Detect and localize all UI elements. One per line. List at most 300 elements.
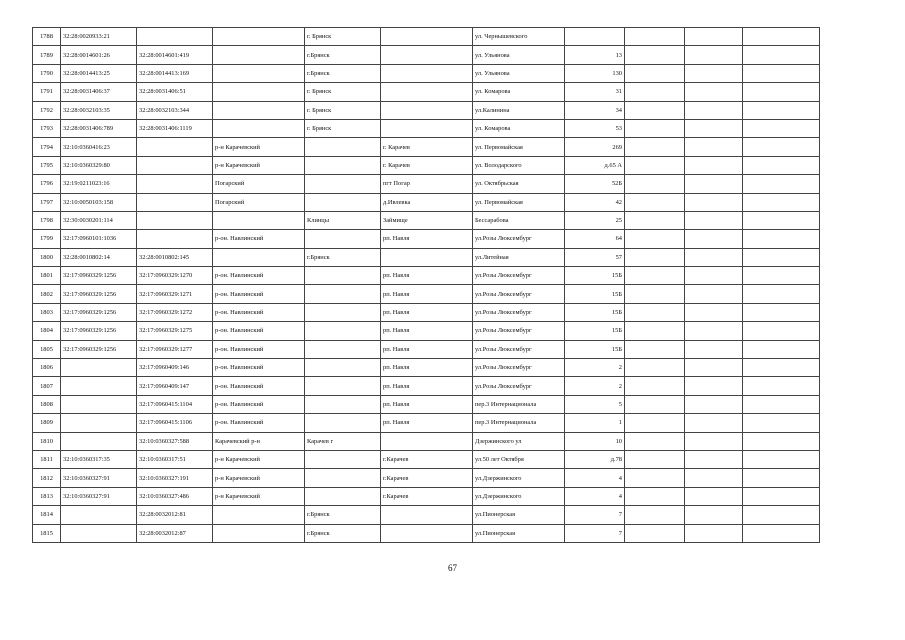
cadastral-number-cell: 32:10:0360327:91 <box>61 487 137 505</box>
city-cell <box>305 395 381 413</box>
street-cell: ул.50 лет Октября <box>473 450 565 468</box>
row-number-cell: 1808 <box>33 395 61 413</box>
row-number-cell: 1805 <box>33 340 61 358</box>
table-row <box>33 340 820 358</box>
empty-cell <box>743 267 820 285</box>
empty-cell <box>743 64 820 82</box>
cadastral-number-cell: 32:28:0014413:25 <box>61 64 137 82</box>
city-cell <box>305 175 381 193</box>
empty-cell <box>743 211 820 229</box>
empty-cell <box>625 377 685 395</box>
empty-cell <box>685 64 743 82</box>
table-row <box>33 267 820 285</box>
row-number-cell: 1813 <box>33 487 61 505</box>
table-row <box>33 28 820 46</box>
row-number-cell: 1796 <box>33 175 61 193</box>
object-cadastral-number-cell <box>137 156 213 174</box>
object-cadastral-number-cell: 32:28:0031406:1119 <box>137 119 213 137</box>
street-cell: ул. Октябрьская <box>473 175 565 193</box>
district-cell: р-он. Навлинский <box>213 395 305 413</box>
house-number-cell: д.65 А <box>565 156 625 174</box>
street-cell: ул.Розы Люксембург <box>473 303 565 321</box>
page-number: 67 <box>448 563 457 573</box>
object-cadastral-number-cell: 32:10:0360327:191 <box>137 469 213 487</box>
city-cell <box>305 156 381 174</box>
cadastral-number-cell: 32:28:0014601:26 <box>61 46 137 64</box>
district-cell <box>213 248 305 266</box>
empty-cell <box>685 285 743 303</box>
house-number-cell: 31 <box>565 83 625 101</box>
cadastral-number-cell: 32:10:0360317:35 <box>61 450 137 468</box>
object-cadastral-number-cell <box>137 211 213 229</box>
street-cell: ул.Литейная <box>473 248 565 266</box>
district-cell: р-он. Навлинский <box>213 340 305 358</box>
cadastral-number-cell: 32:17:0960329:1256 <box>61 285 137 303</box>
table-row <box>33 414 820 432</box>
house-number-cell: 64 <box>565 230 625 248</box>
empty-cell <box>743 175 820 193</box>
row-number-cell: 1815 <box>33 524 61 542</box>
object-cadastral-number-cell: 32:28:0014601:419 <box>137 46 213 64</box>
city-cell <box>305 450 381 468</box>
street-cell: ул.Калинина <box>473 101 565 119</box>
street-cell: ул. Володарского <box>473 156 565 174</box>
cadastral-number-cell: 32:10:0360327:91 <box>61 469 137 487</box>
street-cell: ул. Комарова <box>473 119 565 137</box>
object-cadastral-number-cell: 32:17:0960329:1272 <box>137 303 213 321</box>
row-number-cell: 1788 <box>33 28 61 46</box>
house-number-cell: 4 <box>565 487 625 505</box>
empty-cell <box>625 267 685 285</box>
house-number-cell: 42 <box>565 193 625 211</box>
street-cell: ул.Розы Люксембург <box>473 340 565 358</box>
district-cell: р-н Карачевский <box>213 469 305 487</box>
street-cell: Дзержинского ул <box>473 432 565 450</box>
empty-cell <box>685 303 743 321</box>
city-cell: г.Брянск <box>305 64 381 82</box>
house-number-cell: 7 <box>565 506 625 524</box>
city-cell <box>305 285 381 303</box>
empty-cell <box>625 432 685 450</box>
object-cadastral-number-cell: 32:10:0360327:486 <box>137 487 213 505</box>
object-cadastral-number-cell: 32:10:0360327:588 <box>137 432 213 450</box>
settlement-cell: рп. Навля <box>381 267 473 285</box>
cadastral-number-cell: 32:28:0031406:37 <box>61 83 137 101</box>
empty-cell <box>625 450 685 468</box>
empty-cell <box>685 469 743 487</box>
empty-cell <box>685 377 743 395</box>
settlement-cell: рп. Навля <box>381 285 473 303</box>
district-cell <box>213 119 305 137</box>
empty-cell <box>743 248 820 266</box>
empty-cell <box>625 230 685 248</box>
city-cell <box>305 267 381 285</box>
cadastral-number-cell: 32:17:0960329:1256 <box>61 267 137 285</box>
district-cell <box>213 28 305 46</box>
object-cadastral-number-cell: 32:28:0032012:87 <box>137 524 213 542</box>
table-row <box>33 395 820 413</box>
empty-cell <box>743 193 820 211</box>
empty-cell <box>743 46 820 64</box>
empty-cell <box>743 506 820 524</box>
empty-cell <box>685 450 743 468</box>
table-row <box>33 487 820 505</box>
street-cell: ул.Розы Люксембург <box>473 359 565 377</box>
settlement-cell <box>381 64 473 82</box>
house-number-cell: 269 <box>565 138 625 156</box>
house-number-cell: 15Б <box>565 322 625 340</box>
empty-cell <box>743 303 820 321</box>
object-cadastral-number-cell: 32:17:0960329:1270 <box>137 267 213 285</box>
row-number-cell: 1811 <box>33 450 61 468</box>
row-number-cell: 1789 <box>33 46 61 64</box>
city-cell <box>305 487 381 505</box>
empty-cell <box>625 156 685 174</box>
empty-cell <box>625 322 685 340</box>
object-cadastral-number-cell: 32:17:0960329:1277 <box>137 340 213 358</box>
object-cadastral-number-cell: 32:17:0960409:147 <box>137 377 213 395</box>
city-cell: г.Брянск <box>305 506 381 524</box>
table-row <box>33 359 820 377</box>
empty-cell <box>625 506 685 524</box>
empty-cell <box>685 340 743 358</box>
register-table <box>32 27 820 543</box>
settlement-cell: г.Карачев <box>381 487 473 505</box>
district-cell <box>213 46 305 64</box>
settlement-cell: Займище <box>381 211 473 229</box>
house-number-cell <box>565 28 625 46</box>
empty-cell <box>685 83 743 101</box>
settlement-cell: рп. Навля <box>381 303 473 321</box>
settlement-cell: д.Ивлевка <box>381 193 473 211</box>
table-row <box>33 193 820 211</box>
object-cadastral-number-cell <box>137 138 213 156</box>
empty-cell <box>743 487 820 505</box>
empty-cell <box>743 285 820 303</box>
district-cell <box>213 524 305 542</box>
table-row <box>33 303 820 321</box>
row-number-cell: 1804 <box>33 322 61 340</box>
empty-cell <box>685 211 743 229</box>
row-number-cell: 1810 <box>33 432 61 450</box>
object-cadastral-number-cell: 32:28:0031406:51 <box>137 83 213 101</box>
district-cell: р-он. Навлинский <box>213 285 305 303</box>
table-row <box>33 175 820 193</box>
city-cell: Клинцы <box>305 211 381 229</box>
table-row <box>33 248 820 266</box>
empty-cell <box>743 101 820 119</box>
city-cell <box>305 469 381 487</box>
street-cell: ул.Розы Люксембург <box>473 377 565 395</box>
street-cell: ул.Розы Люксембург <box>473 267 565 285</box>
city-cell <box>305 303 381 321</box>
settlement-cell: рп. Навля <box>381 377 473 395</box>
settlement-cell: г.Карачев <box>381 469 473 487</box>
empty-cell <box>685 138 743 156</box>
table-row <box>33 322 820 340</box>
empty-cell <box>685 322 743 340</box>
table-row <box>33 524 820 542</box>
row-number-cell: 1799 <box>33 230 61 248</box>
house-number-cell: 1 <box>565 414 625 432</box>
settlement-cell: рп. Навля <box>381 359 473 377</box>
street-cell: ул. Ульянова <box>473 64 565 82</box>
settlement-cell <box>381 506 473 524</box>
settlement-cell <box>381 248 473 266</box>
city-cell: г.Брянск <box>305 46 381 64</box>
empty-cell <box>685 156 743 174</box>
register-table-body <box>33 28 820 543</box>
settlement-cell: пгт Погар <box>381 175 473 193</box>
empty-cell <box>625 359 685 377</box>
empty-cell <box>625 524 685 542</box>
empty-cell <box>685 193 743 211</box>
city-cell: г. Брянск <box>305 119 381 137</box>
empty-cell <box>625 414 685 432</box>
table-row <box>33 64 820 82</box>
city-cell: г. Брянск <box>305 101 381 119</box>
house-number-cell: 4 <box>565 469 625 487</box>
cadastral-number-cell: 32:28:0020933:21 <box>61 28 137 46</box>
cadastral-number-cell <box>61 506 137 524</box>
empty-cell <box>625 175 685 193</box>
empty-cell <box>743 156 820 174</box>
district-cell: р-он. Навлинский <box>213 303 305 321</box>
house-number-cell: 15Б <box>565 303 625 321</box>
empty-cell <box>625 248 685 266</box>
table-row <box>33 138 820 156</box>
cadastral-number-cell <box>61 377 137 395</box>
table-row <box>33 285 820 303</box>
house-number-cell: д.78 <box>565 450 625 468</box>
object-cadastral-number-cell: 32:28:0014413:169 <box>137 64 213 82</box>
street-cell: ул. Ульянова <box>473 46 565 64</box>
cadastral-number-cell: 32:28:0031406:789 <box>61 119 137 137</box>
row-number-cell: 1801 <box>33 267 61 285</box>
district-cell: р-н Карачевский <box>213 487 305 505</box>
street-cell: пер.3 Интернационала <box>473 395 565 413</box>
empty-cell <box>685 248 743 266</box>
house-number-cell: 15Б <box>565 285 625 303</box>
cadastral-number-cell: 32:28:0010802:14 <box>61 248 137 266</box>
row-number-cell: 1803 <box>33 303 61 321</box>
empty-cell <box>743 432 820 450</box>
row-number-cell: 1795 <box>33 156 61 174</box>
empty-cell <box>625 193 685 211</box>
city-cell <box>305 193 381 211</box>
cadastral-number-cell: 32:10:0360329:80 <box>61 156 137 174</box>
district-cell: р-он. Навлинский <box>213 377 305 395</box>
district-cell <box>213 83 305 101</box>
cadastral-number-cell: 32:17:0960329:1256 <box>61 322 137 340</box>
empty-cell <box>685 395 743 413</box>
house-number-cell: 2 <box>565 377 625 395</box>
street-cell: ул. Первомайская <box>473 193 565 211</box>
house-number-cell: 5 <box>565 395 625 413</box>
city-cell: г. Брянск <box>305 28 381 46</box>
district-cell <box>213 211 305 229</box>
empty-cell <box>685 487 743 505</box>
district-cell: р-он. Навлинский <box>213 322 305 340</box>
row-number-cell: 1791 <box>33 83 61 101</box>
table-row <box>33 211 820 229</box>
object-cadastral-number-cell: 32:17:0960415:1106 <box>137 414 213 432</box>
city-cell: г.Брянск <box>305 524 381 542</box>
house-number-cell: 13 <box>565 46 625 64</box>
table-row <box>33 377 820 395</box>
house-number-cell: 25 <box>565 211 625 229</box>
district-cell <box>213 506 305 524</box>
cadastral-number-cell: 32:28:0032103:35 <box>61 101 137 119</box>
street-cell: ул.Пионерская <box>473 506 565 524</box>
settlement-cell <box>381 119 473 137</box>
street-cell: ул.Розы Люксембург <box>473 230 565 248</box>
settlement-cell <box>381 28 473 46</box>
city-cell: г. Брянск <box>305 83 381 101</box>
house-number-cell: 2 <box>565 359 625 377</box>
empty-cell <box>625 138 685 156</box>
empty-cell <box>743 119 820 137</box>
street-cell: ул. Первомайская <box>473 138 565 156</box>
empty-cell <box>685 119 743 137</box>
settlement-cell: рп. Навля <box>381 230 473 248</box>
empty-cell <box>743 83 820 101</box>
house-number-cell: 53 <box>565 119 625 137</box>
district-cell: р-н Карачевский <box>213 138 305 156</box>
house-number-cell: 10 <box>565 432 625 450</box>
settlement-cell: г.Карачев <box>381 450 473 468</box>
row-number-cell: 1800 <box>33 248 61 266</box>
row-number-cell: 1809 <box>33 414 61 432</box>
cadastral-number-cell: 32:30:0030201:114 <box>61 211 137 229</box>
street-cell: ул.Розы Люксембург <box>473 322 565 340</box>
empty-cell <box>625 340 685 358</box>
table-row <box>33 156 820 174</box>
empty-cell <box>685 28 743 46</box>
street-cell: ул. Чернышевского <box>473 28 565 46</box>
district-cell: р-он. Навлинский <box>213 230 305 248</box>
row-number-cell: 1814 <box>33 506 61 524</box>
table-row <box>33 119 820 137</box>
row-number-cell: 1790 <box>33 64 61 82</box>
table-row <box>33 469 820 487</box>
settlement-cell: рп. Навля <box>381 322 473 340</box>
cadastral-number-cell <box>61 432 137 450</box>
empty-cell <box>685 230 743 248</box>
table-row <box>33 83 820 101</box>
table-row <box>33 506 820 524</box>
empty-cell <box>743 28 820 46</box>
empty-cell <box>743 414 820 432</box>
empty-cell <box>685 432 743 450</box>
street-cell: Бессарабова <box>473 211 565 229</box>
empty-cell <box>743 322 820 340</box>
empty-cell <box>743 230 820 248</box>
settlement-cell: рп. Навля <box>381 395 473 413</box>
cadastral-number-cell: 32:17:0960329:1256 <box>61 340 137 358</box>
empty-cell <box>685 175 743 193</box>
empty-cell <box>625 285 685 303</box>
settlement-cell: рп. Навля <box>381 340 473 358</box>
object-cadastral-number-cell <box>137 175 213 193</box>
object-cadastral-number-cell: 32:17:0960329:1271 <box>137 285 213 303</box>
street-cell: ул.Дзержинского <box>473 469 565 487</box>
house-number-cell: 130 <box>565 64 625 82</box>
city-cell <box>305 322 381 340</box>
city-cell: г.Брянск <box>305 248 381 266</box>
empty-cell <box>743 377 820 395</box>
street-cell: ул. Комарова <box>473 83 565 101</box>
table-row <box>33 101 820 119</box>
empty-cell <box>743 340 820 358</box>
object-cadastral-number-cell <box>137 28 213 46</box>
object-cadastral-number-cell: 32:17:0960409:146 <box>137 359 213 377</box>
row-number-cell: 1812 <box>33 469 61 487</box>
empty-cell <box>743 395 820 413</box>
settlement-cell <box>381 432 473 450</box>
city-cell <box>305 340 381 358</box>
city-cell <box>305 138 381 156</box>
empty-cell <box>685 524 743 542</box>
empty-cell <box>625 303 685 321</box>
table-row <box>33 450 820 468</box>
row-number-cell: 1797 <box>33 193 61 211</box>
house-number-cell: 15Б <box>565 340 625 358</box>
cadastral-number-cell: 32:10:0050103:158 <box>61 193 137 211</box>
object-cadastral-number-cell: 32:28:0032012:81 <box>137 506 213 524</box>
empty-cell <box>625 469 685 487</box>
table-row <box>33 230 820 248</box>
district-cell: Карачевский р-н <box>213 432 305 450</box>
empty-cell <box>743 450 820 468</box>
row-number-cell: 1794 <box>33 138 61 156</box>
empty-cell <box>625 83 685 101</box>
district-cell <box>213 64 305 82</box>
house-number-cell: 34 <box>565 101 625 119</box>
empty-cell <box>743 469 820 487</box>
house-number-cell: 52Б <box>565 175 625 193</box>
district-cell: р-он. Навлинский <box>213 267 305 285</box>
house-number-cell: 7 <box>565 524 625 542</box>
city-cell <box>305 377 381 395</box>
cadastral-number-cell <box>61 359 137 377</box>
row-number-cell: 1798 <box>33 211 61 229</box>
object-cadastral-number-cell <box>137 193 213 211</box>
settlement-cell: г. Карачев <box>381 138 473 156</box>
row-number-cell: 1792 <box>33 101 61 119</box>
street-cell: пер.3 Интернационала <box>473 414 565 432</box>
cadastral-number-cell: 32:19:0211023:16 <box>61 175 137 193</box>
object-cadastral-number-cell: 32:10:0360317:51 <box>137 450 213 468</box>
cadastral-number-cell <box>61 414 137 432</box>
empty-cell <box>685 414 743 432</box>
empty-cell <box>685 101 743 119</box>
object-cadastral-number-cell: 32:28:0010802:145 <box>137 248 213 266</box>
city-cell <box>305 359 381 377</box>
cadastral-number-cell: 32:17:0960329:1256 <box>61 303 137 321</box>
district-cell: Погарский <box>213 175 305 193</box>
cadastral-number-cell <box>61 524 137 542</box>
settlement-cell <box>381 524 473 542</box>
house-number-cell: 15Б <box>565 267 625 285</box>
city-cell <box>305 414 381 432</box>
settlement-cell <box>381 101 473 119</box>
street-cell: ул.Пионерская <box>473 524 565 542</box>
empty-cell <box>625 119 685 137</box>
object-cadastral-number-cell: 32:28:0032103:344 <box>137 101 213 119</box>
settlement-cell <box>381 46 473 64</box>
cadastral-number-cell: 32:10:0360416:23 <box>61 138 137 156</box>
